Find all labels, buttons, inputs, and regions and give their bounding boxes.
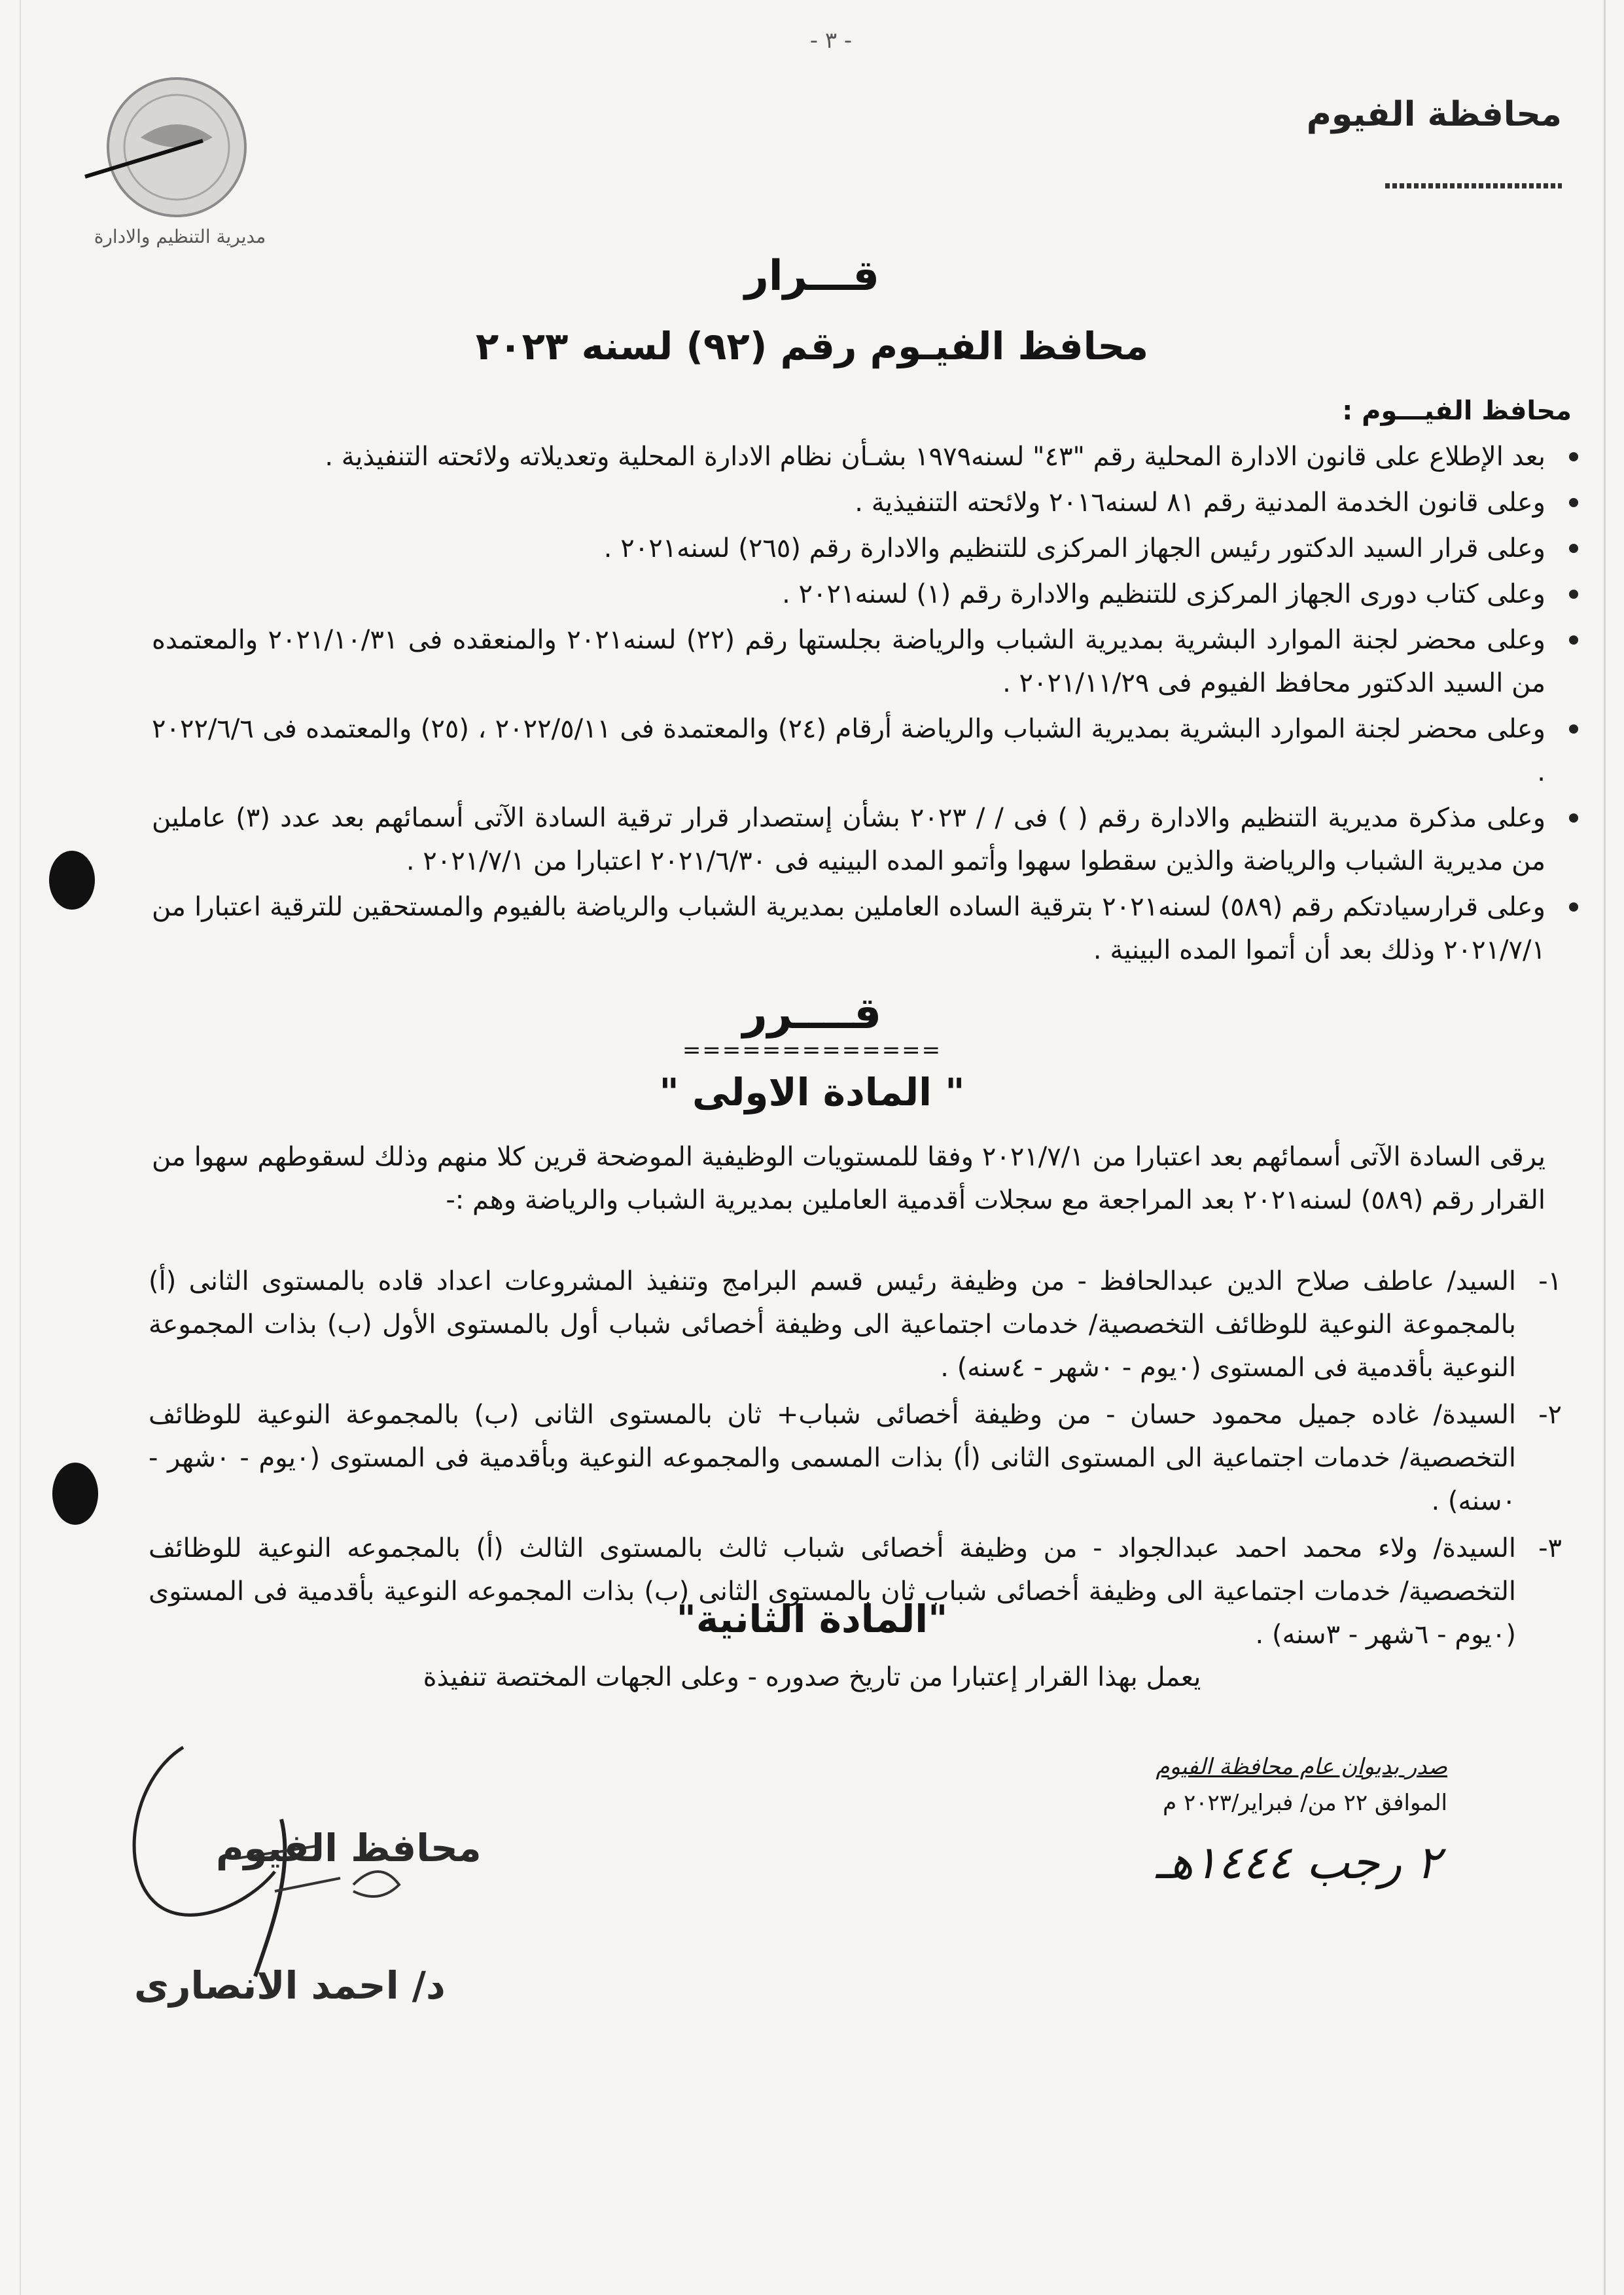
article-2-title: "المادة الثانية": [676, 1597, 948, 1641]
issue-date: الموافق ٢٢ من/ فبراير/٢٠٢٣ م: [1163, 1790, 1447, 1816]
preamble-item: وعلى محضر لجنة الموارد البشرية بمديرية الشباب والرياضة بجلستها رقم (٢٢) لسنه٢٠٢١ والمنعقده فى ٢٠٢١/١٠/٣١ والمعتمده من السيد الدكتور محافظ الفيوم فى ٢٠٢١/١١/٢٩ .: [152, 618, 1545, 705]
bullet-icon: [1569, 724, 1578, 734]
punch-hole-mark: [52, 1463, 98, 1525]
preamble-item: وعلى قرارسيادتكم رقم (٥٨٩) لسنه٢٠٢١ بترقية الساده العاملين بمديرية الشباب والرياضة بالفيوم والمستحقين للترقية اعتبارا من ٢٠٢١/٧/١ وذلك بعد أن أتموا المده البينية .: [152, 885, 1545, 972]
decision-title: قـــرار: [744, 252, 880, 300]
decree-heading: قــــرر: [742, 988, 882, 1039]
bullet-icon: [1569, 902, 1578, 912]
preamble-item: وعلى قانون الخدمة المدنية رقم ٨١ لسنه٢٠١٦ ولائحته التنفيذية .: [152, 481, 1545, 524]
seal-caption: مديرية التنظيم والادارة: [94, 226, 266, 247]
bullet-icon: [1569, 544, 1578, 553]
bullet-icon: [1569, 498, 1578, 507]
issued-at: صدر بديوان عام محافظة الفيوم: [1156, 1754, 1447, 1780]
item-number: ٣-: [1538, 1533, 1562, 1563]
preamble-list: [152, 435, 1545, 974]
header-underline: [1385, 183, 1562, 188]
governorate-header: محافظة الفيوم: [1306, 95, 1562, 134]
bullet-icon: [1569, 813, 1578, 823]
promotion-item: [149, 1260, 1562, 1389]
item-number: ٢-: [1538, 1400, 1562, 1430]
bullet-icon: [1569, 590, 1578, 599]
preamble-item: بعد الإطلاع على قانون الادارة المحلية رقم "٤٣" لسنه١٩٧٩ بشـأن نظام الادارة المحلية وتعديلاته ولائحته التنفيذية .: [152, 435, 1545, 478]
item-number: ١-: [1538, 1266, 1562, 1296]
preamble-item: وعلى قرار السيد الدكتور رئيس الجهاز المركزى للتنظيم والادارة رقم (٢٦٥) لسنه٢٠٢١ .: [152, 527, 1545, 570]
article-1-title: " المادة الاولى ": [659, 1070, 965, 1114]
addressee: محافظ الفيـــوم :: [1342, 396, 1572, 426]
bullet-icon: [1569, 452, 1578, 461]
decision-subtitle: محافظ الفيـوم رقم (٩٢) لسنه ٢٠٢٣: [475, 324, 1149, 368]
page-number: - ٣ -: [809, 27, 853, 54]
signer-name: د/ احمد الانصارى: [134, 1963, 446, 2008]
decree-rule: =============: [682, 1037, 942, 1063]
article-1-body: يرقى السادة الآتى أسمائهم بعد اعتبارا من ٢٠٢١/٧/١ وفقا للمستويات الوظيفية الموضحة قرين كلا منهم وذلك لسقوطهم سهوا من القرار رقم (٥٨٩) لسنه٢٠٢١ بعد المراجعة مع سجلات أقدمية العاملين بمديرية الشباب والرياضة وهم :-: [152, 1142, 1545, 1215]
punch-hole-mark: [49, 851, 95, 910]
preamble-item: وعلى مذكرة مديرية التنظيم والادارة رقم ( ) فى / / ٢٠٢٣ بشأن إستصدار قرار ترقية السادة الآتى أسمائهم بعد عدد (٣) عاملين من مديرية الشباب والرياضة والذين سقطوا سهوا وأتمو المده البينيه فى ٢٠٢١/٦/٣٠ اعتبارا من ٢٠٢١/٧/١ .: [152, 796, 1545, 883]
item-text: السيدة/ غاده جميل محمود حسان - من وظيفة أخصائى شباب+ ثان بالمستوى الثانى (ب) بالمجموعة النوعية للوظائف التخصصية/ خدمات اجتماعية الى المستوى الثانى (أ) بذات المسمى والمجموعه النوعية وبأقدمية فى المستوى (٠يوم - ٠شهر - ٠سنه) .: [149, 1400, 1517, 1516]
item-text: السيدة/ ولاء محمد احمد عبدالجواد - من وظيفة أخصائى شباب ثالث بالمستوى الثالث (أ) بالمجموعه النوعية للوظائف التخصصية/ خدمات اجتماعية الى وظيفة أخصائى شباب ثان بالمستوى الثانى (ب) بذات المجموعه النوعية بأقدمية فى المستوى (٠يوم - ٦شهر - ٣سنه) .: [149, 1533, 1516, 1650]
preamble-item: وعلى محضر لجنة الموارد البشرية بمديرية الشباب والرياضة أرقام (٢٤) والمعتمدة فى ٢٠٢٢/٥/١١ ، (٢٥) والمعتمده فى ٢٠٢٢/٦/٦ .: [152, 707, 1545, 794]
bullet-icon: [1569, 635, 1578, 645]
signer-title: محافظ الفيوم: [216, 1826, 482, 1870]
preamble-item: وعلى كتاب دورى الجهاز المركزى للتنظيم والادارة رقم (١) لسنه٢٠٢١ .: [152, 573, 1545, 616]
item-text: السيد/ عاطف صلاح الدين عبدالحافظ - من وظيفة رئيس قسم البرامج وتنفيذ المشروعات اعداد قاده بالمستوى الثانى (أ) بالمجموعة النوعية للوظائف التخصصية/ خدمات اجتماعية الى وظيفة أخصائى شباب أول بالمستوى الأول (ب) بذات المجموعة النوعية بأقدمية فى المستوى (٠يوم - ٠شهر - ٤سنه) .: [149, 1266, 1516, 1383]
promotion-item: [149, 1393, 1562, 1523]
article-2-body: يعمل بهذا القرار إعتبارا من تاريخ صدوره - وعلى الجهات المختصة تنفيذة: [423, 1662, 1201, 1692]
hijri-date: ٢ رجب ١٤٤٤هـ: [1156, 1836, 1441, 1889]
